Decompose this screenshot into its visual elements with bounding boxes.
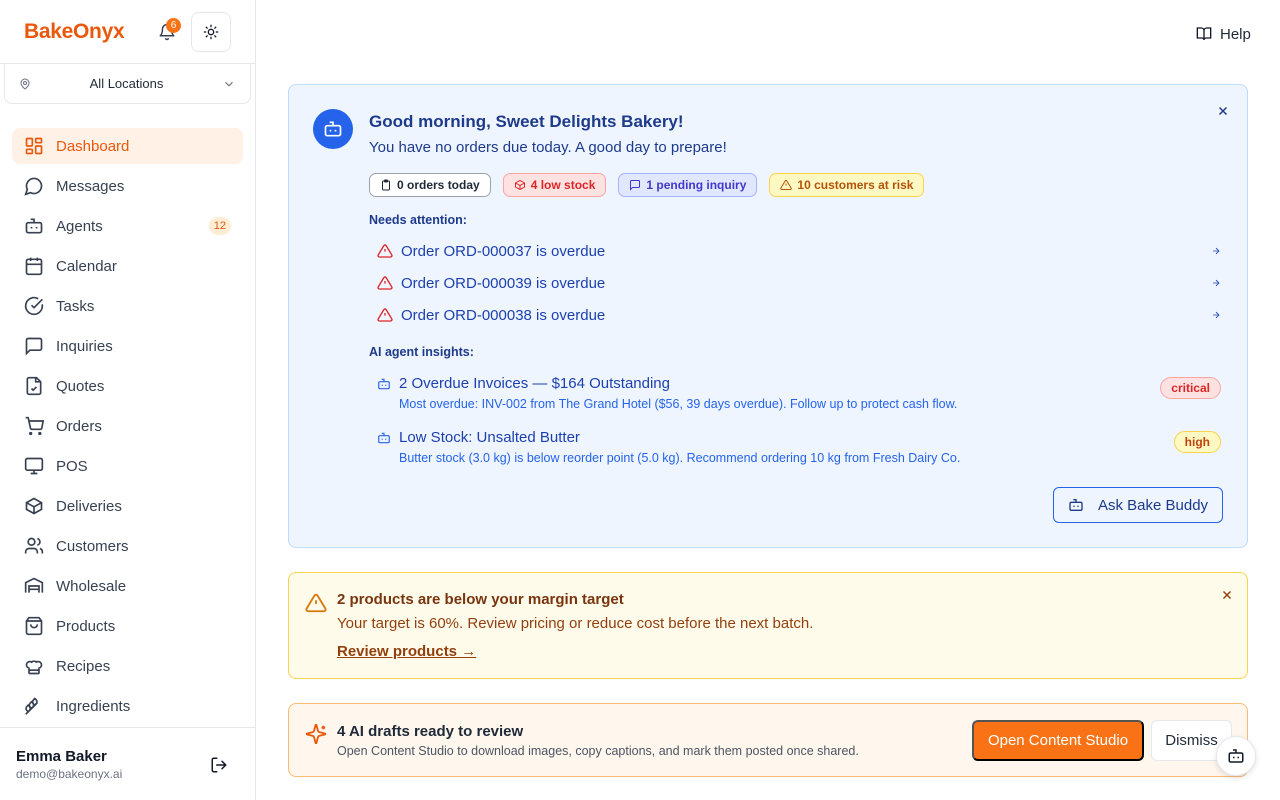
pending-inquiry-label: 1 pending inquiry — [646, 178, 747, 192]
warehouse-icon — [24, 576, 44, 596]
sidebar-item-label: Calendar — [56, 257, 117, 275]
margin-alert-title: 2 products are below your margin target — [337, 591, 624, 608]
file-check-icon — [24, 376, 44, 396]
agents-count-badge: 12 — [209, 217, 231, 235]
map-pin-icon — [19, 78, 31, 90]
sidebar-item-label: Agents — [56, 217, 103, 235]
sidebar-item-label: Quotes — [56, 377, 105, 395]
sidebar-item-inquiries[interactable] — [12, 328, 243, 364]
sidebar-item-ingredients[interactable] — [12, 688, 243, 724]
arrow-right-icon — [1211, 246, 1221, 256]
message-icon — [629, 179, 641, 191]
sidebar-item-products[interactable] — [12, 608, 243, 644]
orders-today-pill[interactable] — [369, 173, 491, 197]
logout-icon[interactable] — [208, 754, 230, 776]
help-label: Help — [1220, 25, 1251, 43]
inquiry-icon — [24, 336, 44, 356]
chat-assistant-button[interactable] — [1216, 736, 1256, 776]
bot-icon — [1068, 497, 1084, 513]
bot-avatar-icon — [313, 109, 353, 149]
warning-icon — [377, 243, 393, 259]
user-email: demo@bakeonyx.ai — [16, 767, 123, 781]
greeting-title: Good morning, Sweet Delights Bakery! — [369, 112, 684, 131]
attention-item[interactable] — [369, 299, 1221, 331]
sidebar-item-label: Orders — [56, 417, 102, 435]
sidebar-item-quotes[interactable] — [12, 368, 243, 404]
sidebar-item-recipes[interactable] — [12, 648, 243, 684]
bot-icon — [377, 431, 391, 445]
sidebar-item-tasks[interactable] — [12, 288, 243, 324]
insight-item[interactable] — [377, 429, 1221, 469]
low-stock-label: 4 low stock — [530, 178, 596, 192]
greeting-subtitle: You have no orders due today. A good day to prepare! — [369, 139, 727, 156]
bot-icon — [377, 377, 391, 391]
customers-at-risk-label: 10 customers at risk — [797, 178, 914, 192]
sidebar-item-customers[interactable] — [12, 528, 243, 564]
warning-icon — [780, 179, 792, 191]
attention-item-label: Order ORD-000039 is overdue — [401, 274, 606, 292]
ai-insights-label: AI agent insights: — [369, 345, 474, 359]
sidebar-item-label: POS — [56, 457, 88, 475]
sidebar-item-label: Messages — [56, 177, 125, 195]
insight-title: 2 Overdue Invoices — $164 Outstanding — [399, 375, 670, 392]
open-content-studio-button[interactable]: Open Content Studio — [972, 720, 1144, 761]
notification-count-badge: 6 — [166, 18, 181, 33]
insight-description: Butter stock (3.0 kg) is below reorder point (5.0 kg). Recommend ordering 10 kg from Fresh Dairy Co. — [399, 451, 961, 465]
sidebar-item-label: Customers — [56, 537, 129, 555]
check-circle-icon — [24, 296, 44, 316]
drafts-title: 4 AI drafts ready to review — [337, 723, 524, 740]
arrow-right-icon — [1211, 310, 1221, 320]
insight-item[interactable] — [377, 375, 1221, 415]
sidebar — [0, 0, 256, 800]
monitor-icon — [24, 456, 44, 476]
brand-logo[interactable]: BakeOnyx — [24, 19, 125, 43]
sidebar-item-label: Ingredients — [56, 697, 131, 715]
sidebar-item-calendar[interactable] — [12, 248, 243, 284]
customers-at-risk-pill[interactable] — [769, 173, 924, 197]
package-icon — [24, 496, 44, 516]
sidebar-item-label: Products — [56, 617, 116, 635]
bot-icon — [24, 216, 44, 236]
ask-bake-buddy-label: Ask Bake Buddy — [1098, 496, 1209, 514]
ai-drafts-card — [288, 703, 1248, 777]
shopping-bag-icon — [24, 616, 44, 636]
sidebar-item-label: Inquiries — [56, 337, 113, 355]
margin-alert-card — [288, 572, 1248, 679]
message-icon — [24, 176, 44, 196]
user-name: Emma Baker — [16, 748, 107, 765]
chef-hat-icon — [24, 656, 44, 676]
warning-icon — [377, 307, 393, 323]
dismiss-button[interactable]: Dismiss — [1151, 720, 1232, 761]
dashboard-icon — [24, 136, 44, 156]
warning-icon — [305, 592, 327, 614]
calendar-icon — [24, 256, 44, 276]
summary-pills — [369, 173, 924, 197]
location-select-value: All Locations — [89, 76, 164, 91]
ai-briefing-card — [288, 84, 1248, 548]
insight-title: Low Stock: Unsalted Butter — [399, 429, 580, 446]
book-open-icon — [1196, 26, 1220, 42]
review-products-link[interactable]: Review products → — [337, 643, 477, 660]
drafts-subtitle: Open Content Studio to download images, copy captions, and mark them posted once shared. — [337, 744, 859, 758]
needs-attention-label: Needs attention: — [369, 213, 467, 227]
sidebar-item-pos[interactable] — [12, 448, 243, 484]
chevron-down-icon — [222, 77, 236, 91]
pending-inquiry-pill[interactable] — [618, 173, 757, 197]
wheat-icon — [24, 696, 44, 716]
attention-item-label: Order ORD-000038 is overdue — [401, 306, 606, 324]
sidebar-item-dashboard[interactable] — [12, 128, 243, 164]
attention-item[interactable] — [369, 267, 1221, 299]
users-icon — [24, 536, 44, 556]
theme-toggle-button[interactable] — [191, 12, 231, 52]
sidebar-item-messages[interactable] — [12, 168, 243, 204]
sidebar-item-label: Wholesale — [56, 577, 127, 595]
sidebar-item-orders[interactable] — [12, 408, 243, 444]
location-select[interactable] — [4, 64, 251, 104]
orders-today-label: 0 orders today — [397, 178, 480, 192]
sidebar-item-label: Tasks — [56, 297, 95, 315]
warning-icon — [377, 275, 393, 291]
clipboard-icon — [380, 179, 392, 191]
sidebar-item-label: Deliveries — [56, 497, 122, 515]
sidebar-item-agents[interactable] — [12, 208, 243, 244]
ask-bake-buddy-button[interactable] — [1053, 487, 1223, 523]
insight-description: Most overdue: INV-002 from The Grand Hotel ($56, 39 days overdue). Follow up to protect cash flow. — [399, 397, 958, 411]
help-button[interactable] — [1196, 24, 1251, 44]
close-icon[interactable] — [1217, 585, 1237, 605]
package-icon — [514, 179, 526, 191]
sidebar-item-label: Recipes — [56, 657, 111, 675]
severity-badge: high — [1174, 431, 1221, 453]
attention-item[interactable] — [369, 235, 1221, 267]
close-icon[interactable] — [1213, 101, 1233, 121]
bot-icon — [1227, 747, 1245, 765]
severity-badge: critical — [1160, 377, 1221, 399]
margin-alert-subtitle: Your target is 60%. Review pricing or reduce cost before the next batch. — [337, 615, 814, 632]
low-stock-pill[interactable] — [503, 173, 607, 197]
attention-item-label: Order ORD-000037 is overdue — [401, 242, 606, 260]
sidebar-item-wholesale[interactable] — [12, 568, 243, 604]
cart-icon — [24, 416, 44, 436]
sidebar-item-deliveries[interactable] — [12, 488, 243, 524]
user-profile — [0, 727, 255, 800]
sun-icon — [203, 24, 219, 40]
sparkles-icon — [305, 723, 327, 745]
sidebar-nav — [12, 128, 243, 728]
sidebar-item-label: Dashboard — [56, 137, 130, 155]
arrow-right-icon — [1211, 278, 1221, 288]
